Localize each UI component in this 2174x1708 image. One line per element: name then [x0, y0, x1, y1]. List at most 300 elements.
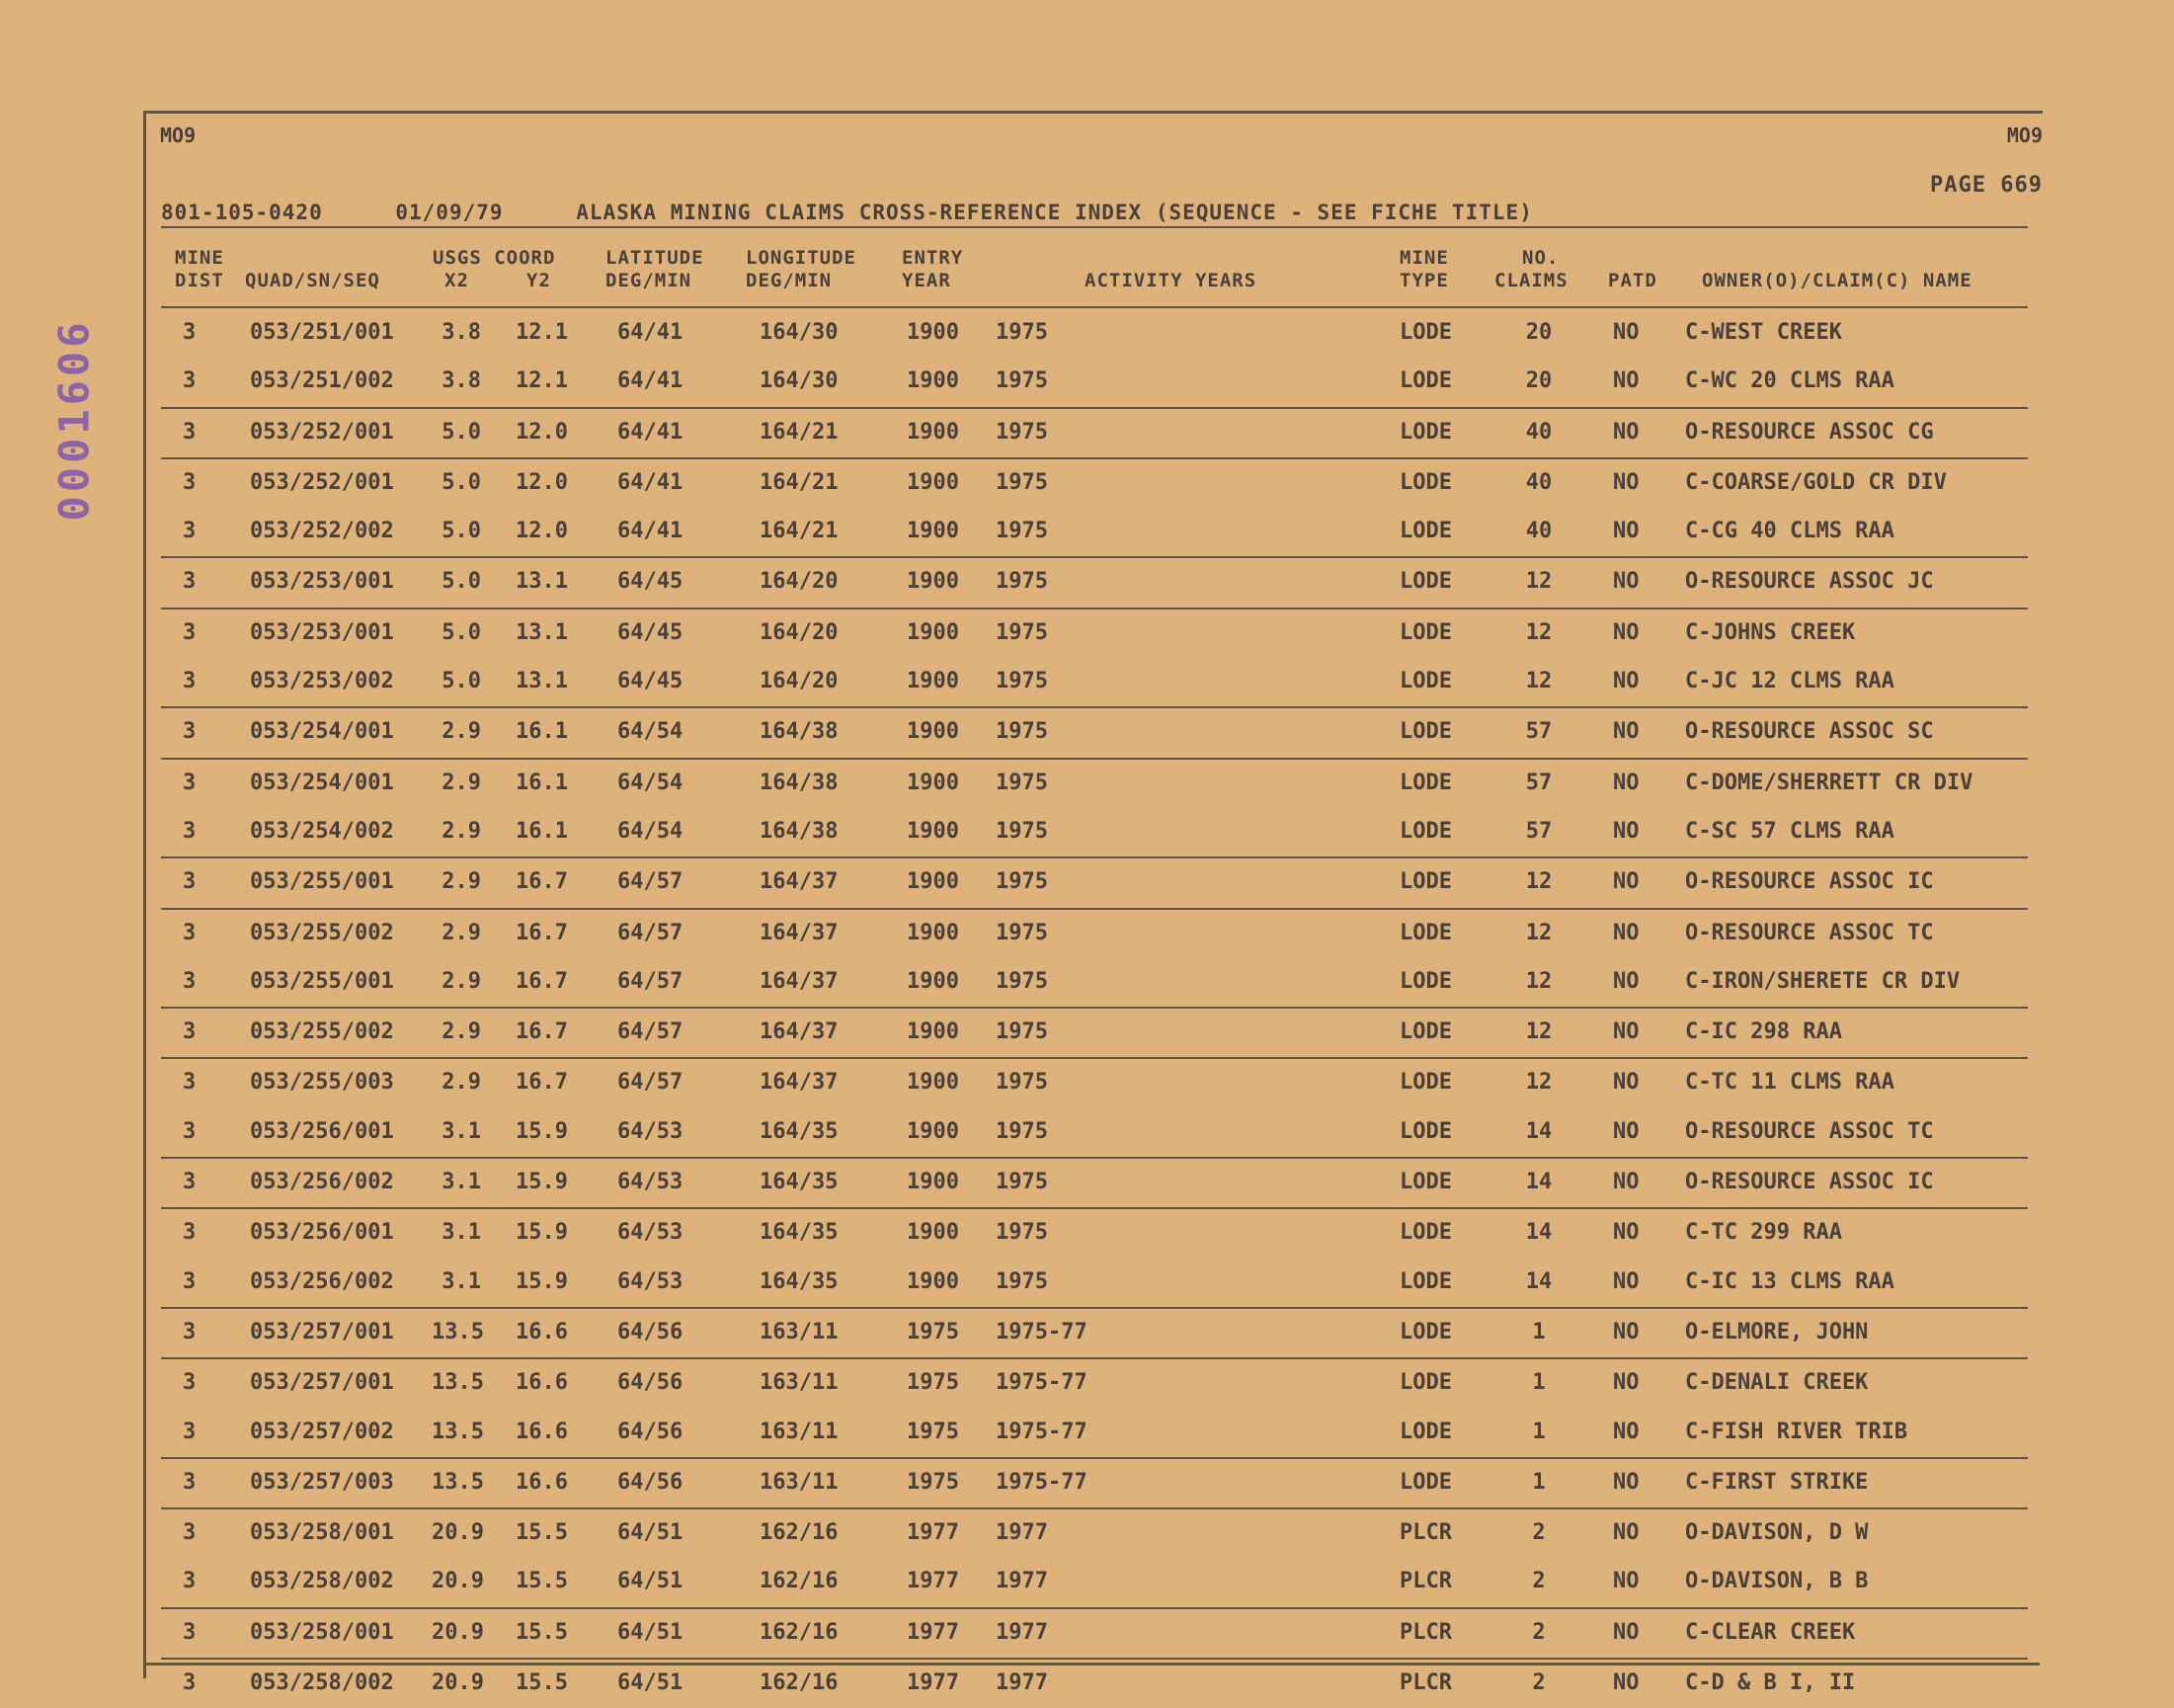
cell-mine-dist: 3	[183, 1370, 197, 1396]
cell-entry-year: 1900	[907, 669, 959, 694]
cell-latitude: 64/57	[617, 1070, 684, 1096]
cell-mine-type: LODE	[1400, 1268, 1452, 1294]
cell-usgs-x: 13.5	[432, 1319, 484, 1344]
cell-entry-year: 1900	[907, 818, 959, 844]
cell-activity-years: 1977	[996, 1619, 1048, 1645]
cell-owner-claim-name: C-TC 11 CLMS RAA	[1685, 1070, 1894, 1096]
cell-usgs-y: 16.1	[516, 770, 568, 795]
cell-longitude: 164/35	[760, 1118, 839, 1144]
page-number: PAGE 669	[1930, 173, 2043, 198]
cell-patented: NO	[1613, 669, 1640, 694]
cell-entry-year: 1977	[907, 1619, 959, 1645]
cell-owner-claim-name: C-COARSE/GOLD CR DIV	[1685, 469, 1947, 495]
table-row	[161, 910, 2028, 958]
cell-activity-years: 1975	[996, 770, 1048, 795]
cell-latitude: 64/45	[617, 619, 684, 645]
cell-mine-type: PLCR	[1400, 1670, 1452, 1696]
cell-patented: NO	[1613, 419, 1640, 445]
cell-patented: NO	[1613, 920, 1640, 945]
cell-owner-claim-name: C-DOME/SHERRETT CR DIV	[1685, 770, 1973, 795]
cell-quad-sn-seq: 053/254/001	[250, 719, 394, 745]
cell-patented: NO	[1613, 1070, 1640, 1096]
cell-entry-year: 1900	[907, 1019, 959, 1045]
cell-activity-years: 1975-77	[996, 1469, 1087, 1495]
cell-entry-year: 1975	[907, 1469, 959, 1495]
cell-mine-dist: 3	[183, 368, 197, 394]
cell-latitude: 64/53	[617, 1220, 684, 1246]
cell-usgs-x: 20.9	[432, 1619, 484, 1645]
cell-no-claims: 2	[1532, 1619, 1546, 1645]
cell-activity-years: 1977	[996, 1670, 1048, 1696]
cell-owner-claim-name: C-CLEAR CREEK	[1685, 1619, 1856, 1645]
cell-quad-sn-seq: 053/251/002	[250, 368, 394, 394]
cell-mine-type: LODE	[1400, 368, 1452, 394]
cell-mine-type: LODE	[1400, 1019, 1452, 1045]
cell-quad-sn-seq: 053/255/001	[250, 968, 394, 994]
cell-mine-dist: 3	[183, 1019, 197, 1045]
cell-mine-type: PLCR	[1400, 1569, 1452, 1594]
cell-quad-sn-seq: 053/253/001	[250, 619, 394, 645]
cell-longitude: 164/38	[760, 818, 839, 844]
cell-latitude: 64/53	[617, 1268, 684, 1294]
cell-usgs-y: 12.0	[516, 469, 568, 495]
cell-usgs-y: 16.7	[516, 869, 568, 895]
cell-mine-dist: 3	[183, 619, 197, 645]
cell-activity-years: 1975	[996, 569, 1048, 595]
fiche-stamp	[40, 291, 109, 548]
cell-usgs-y: 16.1	[516, 818, 568, 844]
cell-usgs-y: 12.0	[516, 519, 568, 544]
cell-mine-type: LODE	[1400, 719, 1452, 745]
cell-usgs-x: 5.0	[442, 419, 481, 445]
cell-activity-years: 1975	[996, 869, 1048, 895]
cell-latitude: 64/51	[617, 1619, 684, 1645]
header-quad: QUAD/SN/SEQ	[245, 270, 380, 291]
cell-no-claims: 40	[1525, 519, 1553, 544]
cell-longitude: 164/38	[760, 719, 839, 745]
cell-mine-type: LODE	[1400, 1170, 1452, 1195]
cell-mine-type: LODE	[1400, 320, 1452, 345]
table-row	[161, 858, 2028, 909]
cell-patented: NO	[1613, 519, 1640, 544]
cell-usgs-x: 5.0	[442, 519, 481, 544]
cell-entry-year: 1900	[907, 419, 959, 445]
header-x: X2	[444, 270, 469, 291]
cell-mine-dist: 3	[183, 1319, 197, 1344]
cell-latitude: 64/45	[617, 669, 684, 694]
header-no-claims: NO. CLAIMS	[1494, 247, 1569, 291]
header-owner-claim-name: OWNER(O)/CLAIM(C) NAME	[1702, 270, 1973, 291]
cell-quad-sn-seq: 053/258/001	[250, 1619, 394, 1645]
cell-latitude: 64/41	[617, 419, 684, 445]
cell-quad-sn-seq: 053/256/001	[250, 1118, 394, 1144]
cell-patented: NO	[1613, 569, 1640, 595]
report-title: ALASKA MINING CLAIMS CROSS-REFERENCE INDEX (SEQUENCE - SEE FICHE TITLE)	[576, 201, 1533, 224]
cell-mine-type: LODE	[1400, 669, 1452, 694]
cell-usgs-x: 5.0	[442, 669, 481, 694]
table-row	[161, 610, 2028, 658]
cell-mine-type: LODE	[1400, 1070, 1452, 1096]
cell-quad-sn-seq: 053/253/001	[250, 569, 394, 595]
cell-latitude: 64/57	[617, 869, 684, 895]
cell-latitude: 64/53	[617, 1170, 684, 1195]
cell-quad-sn-seq: 053/255/002	[250, 1019, 394, 1045]
cell-usgs-y: 16.6	[516, 1419, 568, 1444]
cell-mine-dist: 3	[183, 469, 197, 495]
cell-usgs-x: 3.1	[442, 1268, 481, 1294]
cell-owner-claim-name: C-TC 299 RAA	[1685, 1220, 1842, 1246]
cell-no-claims: 2	[1532, 1520, 1546, 1546]
cell-longitude: 164/21	[760, 469, 839, 495]
cell-usgs-y: 13.1	[516, 619, 568, 645]
cell-quad-sn-seq: 053/257/002	[250, 1419, 394, 1444]
cell-usgs-y: 15.9	[516, 1170, 568, 1195]
cell-no-claims: 57	[1525, 818, 1553, 844]
cell-activity-years: 1975	[996, 920, 1048, 945]
cell-no-claims: 20	[1525, 368, 1553, 394]
cell-mine-type: LODE	[1400, 519, 1452, 544]
cell-usgs-y: 12.1	[516, 368, 568, 394]
cell-mine-dist: 3	[183, 320, 197, 345]
cell-owner-claim-name: C-CG 40 CLMS RAA	[1685, 519, 1894, 544]
cell-mine-dist: 3	[183, 1070, 197, 1096]
table-row	[161, 1609, 2028, 1660]
cell-entry-year: 1900	[907, 1170, 959, 1195]
cell-mine-type: LODE	[1400, 569, 1452, 595]
header-mine-type: MINE TYPE	[1400, 247, 1449, 291]
cell-patented: NO	[1613, 869, 1640, 895]
cell-no-claims: 12	[1525, 920, 1553, 945]
cell-quad-sn-seq: 053/252/002	[250, 519, 394, 544]
table-row	[161, 309, 2028, 358]
cell-patented: NO	[1613, 1569, 1640, 1594]
table-row	[161, 808, 2028, 858]
cell-usgs-x: 3.1	[442, 1118, 481, 1144]
cell-no-claims: 14	[1525, 1268, 1553, 1294]
cell-usgs-y: 16.7	[516, 1019, 568, 1045]
cell-usgs-y: 12.0	[516, 419, 568, 445]
cell-owner-claim-name: C-WC 20 CLMS RAA	[1685, 368, 1894, 394]
cell-mine-dist: 3	[183, 1220, 197, 1246]
cell-mine-type: LODE	[1400, 968, 1452, 994]
cell-activity-years: 1975	[996, 818, 1048, 844]
cell-owner-claim-name: C-IC 13 CLMS RAA	[1685, 1268, 1894, 1294]
cell-quad-sn-seq: 053/257/001	[250, 1370, 394, 1396]
cell-activity-years: 1975	[996, 719, 1048, 745]
cell-latitude: 64/56	[617, 1319, 684, 1344]
cell-no-claims: 12	[1525, 1070, 1553, 1096]
cell-latitude: 64/41	[617, 469, 684, 495]
cell-no-claims: 1	[1532, 1319, 1546, 1344]
cell-quad-sn-seq: 053/252/001	[250, 419, 394, 445]
cell-mine-dist: 3	[183, 1170, 197, 1195]
cell-patented: NO	[1613, 1019, 1640, 1045]
cell-activity-years: 1975-77	[996, 1370, 1087, 1396]
cell-owner-claim-name: O-RESOURCE ASSOC TC	[1685, 1118, 1934, 1144]
cell-longitude: 164/30	[760, 320, 839, 345]
cell-usgs-y: 16.7	[516, 968, 568, 994]
cell-entry-year: 1900	[907, 569, 959, 595]
cell-mine-dist: 3	[183, 519, 197, 544]
cell-latitude: 64/51	[617, 1569, 684, 1594]
cell-owner-claim-name: C-DENALI CREEK	[1685, 1370, 1869, 1396]
cell-no-claims: 57	[1525, 770, 1553, 795]
cell-longitude: 162/16	[760, 1520, 839, 1546]
cell-owner-claim-name: C-SC 57 CLMS RAA	[1685, 818, 1894, 844]
cell-mine-dist: 3	[183, 869, 197, 895]
cell-mine-type: LODE	[1400, 1118, 1452, 1144]
table-row	[161, 358, 2028, 408]
cell-patented: NO	[1613, 719, 1640, 745]
table-row	[161, 409, 2028, 459]
cell-usgs-x: 13.5	[432, 1419, 484, 1444]
cell-latitude: 64/41	[617, 368, 684, 394]
cell-usgs-y: 15.9	[516, 1220, 568, 1246]
cell-usgs-x: 2.9	[442, 1070, 481, 1096]
cell-patented: NO	[1613, 770, 1640, 795]
cell-quad-sn-seq: 053/252/001	[250, 469, 394, 495]
cell-patented: NO	[1613, 1319, 1640, 1344]
cell-patented: NO	[1613, 1469, 1640, 1495]
cell-quad-sn-seq: 053/254/001	[250, 770, 394, 795]
cell-latitude: 64/57	[617, 1019, 684, 1045]
table-row	[161, 1558, 2028, 1608]
cell-quad-sn-seq: 053/255/001	[250, 869, 394, 895]
cell-longitude: 164/20	[760, 569, 839, 595]
cell-activity-years: 1975	[996, 669, 1048, 694]
cell-entry-year: 1900	[907, 1220, 959, 1246]
cell-longitude: 162/16	[760, 1569, 839, 1594]
cell-mine-type: LODE	[1400, 469, 1452, 495]
cell-usgs-x: 3.8	[442, 320, 481, 345]
cell-activity-years: 1975	[996, 1170, 1048, 1195]
header-usgs-coord: USGS COORD X2 Y2	[433, 247, 556, 291]
cell-longitude: 163/11	[760, 1469, 839, 1495]
cell-mine-type: LODE	[1400, 419, 1452, 445]
cell-usgs-y: 15.5	[516, 1619, 568, 1645]
cell-patented: NO	[1613, 968, 1640, 994]
cell-latitude: 64/57	[617, 920, 684, 945]
cell-activity-years: 1977	[996, 1569, 1048, 1594]
cell-latitude: 64/54	[617, 770, 684, 795]
cell-owner-claim-name: O-RESOURCE ASSOC IC	[1685, 1170, 1934, 1195]
cell-usgs-y: 16.7	[516, 1070, 568, 1096]
cell-latitude: 64/56	[617, 1419, 684, 1444]
cell-entry-year: 1900	[907, 968, 959, 994]
cell-activity-years: 1975	[996, 368, 1048, 394]
cell-usgs-y: 16.6	[516, 1319, 568, 1344]
cell-usgs-x: 2.9	[442, 719, 481, 745]
cell-quad-sn-seq: 053/257/001	[250, 1319, 394, 1344]
cell-no-claims: 40	[1525, 469, 1553, 495]
cell-longitude: 164/38	[760, 770, 839, 795]
cell-quad-sn-seq: 053/256/001	[250, 1220, 394, 1246]
cell-longitude: 164/21	[760, 519, 839, 544]
cell-quad-sn-seq: 053/258/001	[250, 1520, 394, 1546]
table-row	[161, 508, 2028, 558]
cell-longitude: 163/11	[760, 1419, 839, 1444]
cell-longitude: 164/35	[760, 1170, 839, 1195]
cell-activity-years: 1975	[996, 1118, 1048, 1144]
cell-owner-claim-name: C-JC 12 CLMS RAA	[1685, 669, 1894, 694]
cell-entry-year: 1975	[907, 1370, 959, 1396]
cell-longitude: 164/20	[760, 669, 839, 694]
cell-longitude: 163/11	[760, 1319, 839, 1344]
cell-mine-dist: 3	[183, 1569, 197, 1594]
cell-latitude: 64/45	[617, 569, 684, 595]
cell-patented: NO	[1613, 1670, 1640, 1696]
cell-no-claims: 12	[1525, 869, 1553, 895]
cell-usgs-x: 3.1	[442, 1170, 481, 1195]
cell-longitude: 164/35	[760, 1220, 839, 1246]
cell-no-claims: 1	[1532, 1469, 1546, 1495]
cell-patented: NO	[1613, 1370, 1640, 1396]
cell-latitude: 64/41	[617, 519, 684, 544]
cell-quad-sn-seq: 053/253/002	[250, 669, 394, 694]
header-latitude: LATITUDE DEG/MIN	[605, 247, 704, 291]
cell-mine-dist: 3	[183, 770, 197, 795]
header-y: Y2	[525, 270, 551, 291]
cell-quad-sn-seq: 053/258/002	[250, 1569, 394, 1594]
cell-latitude: 64/51	[617, 1520, 684, 1546]
header-mine-dist: MINE DIST	[175, 247, 224, 291]
cell-no-claims: 14	[1525, 1220, 1553, 1246]
cell-longitude: 164/37	[760, 1019, 839, 1045]
cell-usgs-y: 13.1	[516, 569, 568, 595]
cell-no-claims: 40	[1525, 419, 1553, 445]
cell-longitude: 164/21	[760, 419, 839, 445]
cell-activity-years: 1975	[996, 968, 1048, 994]
cell-quad-sn-seq: 053/251/001	[250, 320, 394, 345]
cell-usgs-x: 5.0	[442, 469, 481, 495]
cell-mine-dist: 3	[183, 1520, 197, 1546]
cell-entry-year: 1975	[907, 1419, 959, 1444]
cell-no-claims: 12	[1525, 619, 1553, 645]
cell-usgs-y: 15.5	[516, 1670, 568, 1696]
cell-entry-year: 1900	[907, 519, 959, 544]
table-row	[161, 958, 2028, 1009]
cell-mine-dist: 3	[183, 419, 197, 445]
cell-usgs-y: 15.5	[516, 1569, 568, 1594]
cell-activity-years: 1975	[996, 320, 1048, 345]
cell-longitude: 164/37	[760, 968, 839, 994]
cell-quad-sn-seq: 053/257/003	[250, 1469, 394, 1495]
cell-latitude: 64/57	[617, 968, 684, 994]
cell-entry-year: 1900	[907, 368, 959, 394]
cell-mine-type: LODE	[1400, 1469, 1452, 1495]
header-activity-years: ACTIVITY YEARS	[1085, 270, 1257, 291]
cell-quad-sn-seq: 053/256/002	[250, 1170, 394, 1195]
cell-mine-dist: 3	[183, 968, 197, 994]
cell-owner-claim-name: O-ELMORE, JOHN	[1685, 1319, 1869, 1344]
report-title-line	[161, 201, 2028, 228]
cell-mine-type: LODE	[1400, 770, 1452, 795]
cell-mine-type: LODE	[1400, 818, 1452, 844]
cell-usgs-x: 3.1	[442, 1220, 481, 1246]
cell-entry-year: 1900	[907, 320, 959, 345]
cell-entry-year: 1900	[907, 920, 959, 945]
table-row	[161, 1009, 2028, 1059]
cell-latitude: 64/51	[617, 1670, 684, 1696]
cell-usgs-x: 2.9	[442, 818, 481, 844]
cell-entry-year: 1900	[907, 1268, 959, 1294]
cell-no-claims: 14	[1525, 1118, 1553, 1144]
cell-usgs-x: 5.0	[442, 569, 481, 595]
cell-no-claims: 1	[1532, 1419, 1546, 1444]
cell-usgs-y: 12.1	[516, 320, 568, 345]
corner-code-left: MO9	[160, 123, 197, 147]
cell-no-claims: 2	[1532, 1670, 1546, 1696]
cell-owner-claim-name: C-JOHNS CREEK	[1685, 619, 1856, 645]
cell-entry-year: 1977	[907, 1569, 959, 1594]
cell-patented: NO	[1613, 368, 1640, 394]
cell-entry-year: 1975	[907, 1319, 959, 1344]
cell-entry-year: 1900	[907, 1118, 959, 1144]
cell-no-claims: 1	[1532, 1370, 1546, 1396]
cell-owner-claim-name: O-RESOURCE ASSOC JC	[1685, 569, 1934, 595]
cell-mine-type: LODE	[1400, 1419, 1452, 1444]
header-patented: PATD	[1608, 270, 1657, 291]
cell-usgs-y: 16.6	[516, 1469, 568, 1495]
cell-usgs-x: 20.9	[432, 1520, 484, 1546]
header-longitude: LONGITUDE DEG/MIN	[746, 247, 856, 291]
table-row	[161, 1409, 2028, 1459]
table-row	[161, 1660, 2028, 1708]
cell-no-claims: 14	[1525, 1170, 1553, 1195]
cell-mine-dist: 3	[183, 818, 197, 844]
cell-usgs-x: 2.9	[442, 920, 481, 945]
cell-mine-type: LODE	[1400, 920, 1452, 945]
table-row	[161, 1259, 2028, 1309]
cell-usgs-x: 2.9	[442, 770, 481, 795]
table-row	[161, 1209, 2028, 1258]
cell-activity-years: 1975	[996, 1070, 1048, 1096]
cell-latitude: 64/54	[617, 719, 684, 745]
cell-latitude: 64/41	[617, 320, 684, 345]
cell-usgs-x: 2.9	[442, 869, 481, 895]
cell-entry-year: 1900	[907, 1070, 959, 1096]
cell-longitude: 164/37	[760, 920, 839, 945]
cell-usgs-y: 16.6	[516, 1370, 568, 1396]
cell-no-claims: 20	[1525, 320, 1553, 345]
cell-mine-dist: 3	[183, 1469, 197, 1495]
cell-latitude: 64/54	[617, 818, 684, 844]
cell-activity-years: 1975	[996, 419, 1048, 445]
cell-longitude: 162/16	[760, 1619, 839, 1645]
cell-mine-type: LODE	[1400, 1220, 1452, 1246]
cell-usgs-x: 13.5	[432, 1469, 484, 1495]
cell-entry-year: 1900	[907, 469, 959, 495]
column-headers	[161, 247, 2028, 308]
cell-usgs-x: 20.9	[432, 1569, 484, 1594]
cell-longitude: 164/20	[760, 619, 839, 645]
table-row	[161, 1159, 2028, 1209]
table-row	[161, 1108, 2028, 1159]
table-row	[161, 459, 2028, 508]
cell-mine-type: LODE	[1400, 1370, 1452, 1396]
cell-owner-claim-name: C-FIRST STRIKE	[1685, 1469, 1869, 1495]
cell-patented: NO	[1613, 1170, 1640, 1195]
cell-usgs-y: 15.9	[516, 1118, 568, 1144]
cell-mine-dist: 3	[183, 669, 197, 694]
cell-usgs-y: 13.1	[516, 669, 568, 694]
cell-patented: NO	[1613, 818, 1640, 844]
cell-owner-claim-name: O-RESOURCE ASSOC SC	[1685, 719, 1934, 745]
cell-entry-year: 1900	[907, 619, 959, 645]
cell-longitude: 164/37	[760, 869, 839, 895]
report-id: 801-105-0420	[161, 201, 323, 224]
cell-usgs-x: 13.5	[432, 1370, 484, 1396]
